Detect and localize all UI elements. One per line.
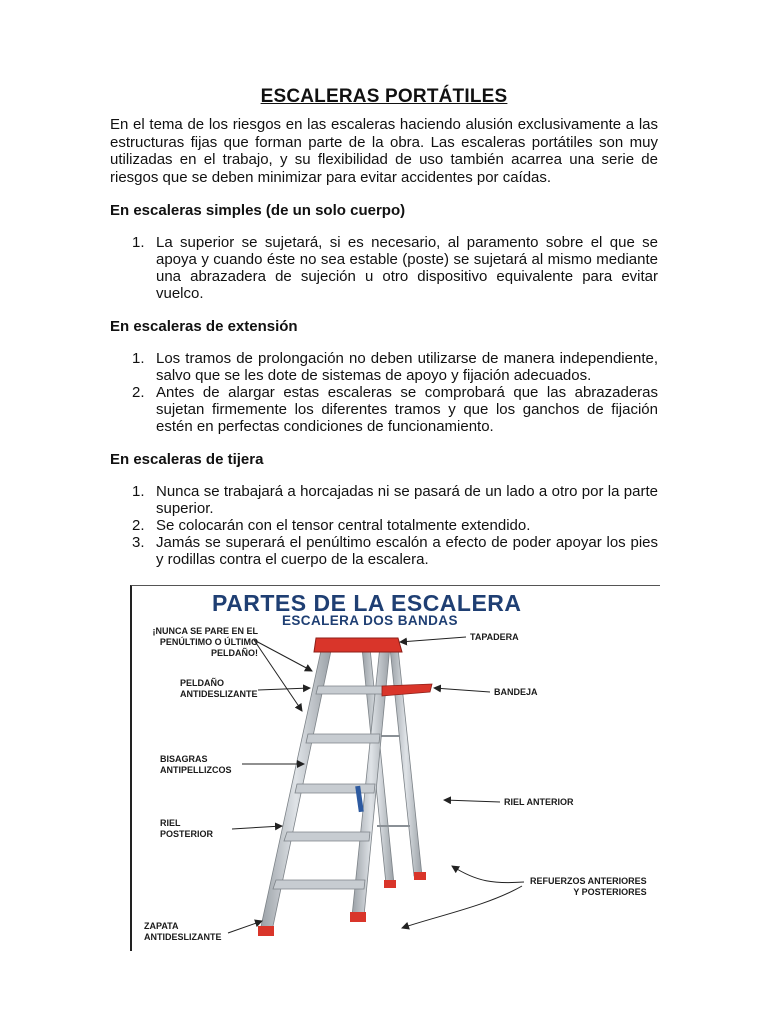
foot-zapata — [258, 926, 274, 936]
label-bandeja: BANDEJA — [494, 687, 538, 697]
list-item: 1. Los tramos de prolongación no deben utilizarse de manera independiente, salvo que se les dote de sistemas de apoyo y fijación adecuados. — [132, 350, 658, 384]
label-refuerzos: REFUERZOS ANTERIORES Y POSTERIORES — [530, 876, 647, 897]
section-heading-extension: En escaleras de extensión — [110, 318, 298, 335]
callout-arrow — [232, 826, 282, 829]
list-item-text: Los tramos de prolongación no deben utilizarse de manera independiente, salvo que se les dote de sistemas de apoyo y fijación adecuados. — [156, 350, 658, 384]
callout-arrow — [254, 640, 312, 671]
list-simples — [110, 234, 658, 302]
ladder-step — [295, 784, 375, 793]
rear-rail-right-2 — [390, 648, 422, 876]
document-body — [110, 86, 658, 568]
label-tapadera: TAPADERA — [470, 632, 519, 642]
label-warning: ¡NUNCA SE PARE EN EL PENÚLTIMO O ÚLTIMO PELDAÑO! — [152, 626, 258, 658]
section-heading-simples: En escaleras simples (de un solo cuerpo) — [110, 202, 406, 219]
ladder-step — [306, 734, 380, 743]
label-riel-posterior: RIEL POSTERIOR — [160, 818, 214, 839]
list-tijera — [110, 483, 658, 568]
list-item: 1. La superior se sujetará, si es necesario, al paramento sobre el que se apoya y cuando éste no sea estable (poste) se sujetará al mismo mediante una abrazadera de sujeción u otro dispositivo equivalente para evitar vuelco. — [132, 234, 658, 302]
callout-arrow — [254, 640, 302, 711]
list-extension — [110, 350, 658, 435]
label-riel-anterior: RIEL ANTERIOR — [504, 797, 574, 807]
tray-bandeja — [382, 684, 432, 696]
list-item-text: Se colocarán con el tensor central totalmente extendido. — [156, 517, 531, 534]
list-item-text: Nunca se trabajará a horcajadas ni se pasará de un lado a otro por la parte superior. — [156, 483, 658, 517]
callout-arrow — [400, 637, 466, 642]
foot-zapata — [350, 912, 366, 922]
ladder-parts-figure — [130, 585, 660, 951]
intro-paragraph: En el tema de los riesgos en las escaleras haciendo alusión exclusivamente a las estructuras fijas que forman parte de la obra. Las escaleras portátiles son muy utilizadas en el trabajo, y su flexibilidad de uso también acarrea una serie de riesgos que se deben minimizar para evitar accidentes por caídas. — [110, 116, 658, 186]
ladder-step — [284, 832, 370, 841]
top-cap-tapadera — [314, 638, 402, 652]
label-peldano: PELDAÑO ANTIDESLIZANTE — [180, 678, 258, 699]
label-bisagras: BISAGRAS ANTIPELLIZCOS — [160, 754, 232, 775]
callout-arrow — [434, 688, 490, 692]
ladder-step — [316, 686, 384, 694]
foot-zapata — [384, 880, 396, 888]
callout-arrow — [444, 800, 500, 802]
list-item: 2. Antes de alargar estas escaleras se comprobará que las abrazaderas sujetan firmemente los diferentes tramos y que los ganchos de fijación estén en perfectas condiciones de funcionamiento. — [132, 384, 658, 435]
figure-subtitle: ESCALERA DOS BANDAS — [282, 613, 458, 628]
list-item: 3. Jamás se superará el penúltimo escalón a efecto de poder apoyar los pies y rodillas contra el cuerpo de la escalera. — [132, 534, 658, 568]
document-title: ESCALERAS PORTÁTILES — [260, 86, 508, 107]
list-item: 1. Nunca se trabajará a horcajadas ni se pasará de un lado a otro por la parte superior. — [132, 483, 658, 517]
section-heading-tijera: En escaleras de tijera — [110, 451, 264, 468]
ladder-step — [273, 880, 365, 889]
foot-zapata — [414, 872, 426, 880]
callout-arrow — [452, 866, 524, 883]
list-item-text: La superior se sujetará, si es necesario, al paramento sobre el que se apoya y cuando éste no sea estable (poste) se sujetará al mismo mediante una abrazadera de sujeción u otro dispositivo equivalente para evitar vuelco. — [156, 234, 658, 302]
callout-arrow — [228, 921, 262, 933]
callout-arrow — [402, 886, 522, 928]
list-item-text: Jamás se superará el penúltimo escalón a efecto de poder apoyar los pies y rodillas contra el cuerpo de la escalera. — [156, 534, 658, 568]
callout-arrow — [258, 688, 310, 690]
list-item-text: Antes de alargar estas escaleras se comprobará que las abrazaderas sujetan firmemente los diferentes tramos y que los ganchos de fijación estén en perfectas condiciones de funcionamiento. — [156, 384, 658, 435]
label-zapata: ZAPATA ANTIDESLIZANTE — [144, 921, 222, 942]
list-item: 2. Se colocarán con el tensor central totalmente extendido. — [132, 517, 531, 534]
figure-title: PARTES DE LA ESCALERA — [212, 590, 522, 616]
